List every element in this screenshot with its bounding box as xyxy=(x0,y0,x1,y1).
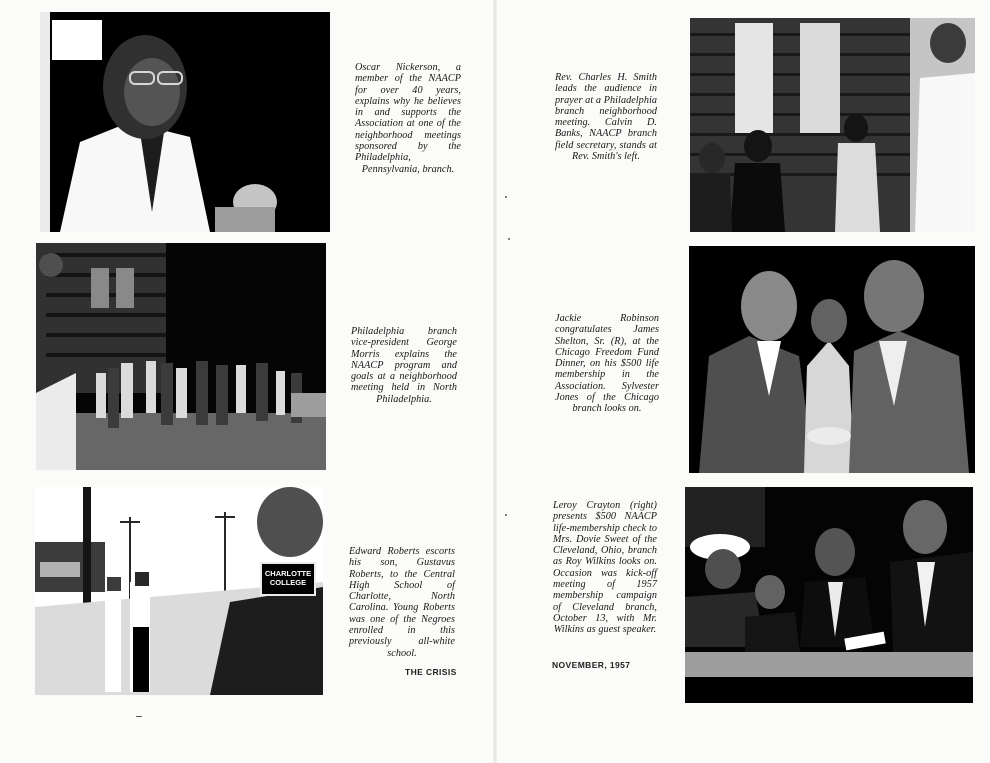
right-page xyxy=(495,0,990,763)
caption-george-morris: Philadelphia branch vice-president George Morris explains the NAACP program and goals at a neighborhood meeting held in North Philadelphia. xyxy=(351,326,457,405)
footer-the-crisis: THE CRISIS xyxy=(405,667,457,677)
photo-rev-charles-smith xyxy=(690,18,975,232)
caption-rev-charles-smith: Rev. Charles H. Smith leads the audience in prayer at a Philadelphia branch neighborhood meeting. Calvin D. Banks, NAACP branch field secretary, stands at Rev. Smith's left. xyxy=(555,72,657,163)
photo-oscar-nickerson xyxy=(40,12,330,232)
photo-charlotte-escort xyxy=(35,487,323,695)
sign-line-2: COLLEGE xyxy=(269,578,307,587)
footer-november-1957: NOVEMBER, 1957 xyxy=(552,660,631,670)
caption-edward-roberts: Edward Roberts escorts his son, Gustavus Roberts, to the Central High School of Charlotte, North Carolina. Young Roberts was one of the Negroes enrolled in this previously all-white school. xyxy=(349,546,455,659)
sign-line-1: CHARLOTTE xyxy=(264,569,312,578)
caption-oscar-nickerson: Oscar Nickerson, a member of the NAACP for over 40 years, explains why he believes in and supports the Association at one of the neighborhood meetings sponsored by the Philadelphia, Pennsylvania, branch. xyxy=(355,62,461,175)
photo-north-philadelphia-meeting xyxy=(36,243,326,470)
photo-leroy-crayton xyxy=(685,487,973,703)
photo-jackie-robinson xyxy=(689,246,975,473)
caption-jackie-robinson: Jackie Robinson congratulates James Shelton, Sr. (R), at the Chicago Freedom Fund Dinner, on his $500 life membership in the Association. Sylvester Jones of the Chicago branch looks on. xyxy=(555,313,659,415)
charlotte-college-sign xyxy=(260,562,316,596)
caption-leroy-crayton: Leroy Crayton (right) presents $500 NAACP life-membership check to Mrs. Dovie Sweet of the Cleveland, Ohio, branch as Roy Wilkins looks on. Occasion was kick-off meeting of 1957 membership campaign of Cleveland branch, October 13, with Mr. Wilkins as guest speaker. xyxy=(553,500,657,636)
